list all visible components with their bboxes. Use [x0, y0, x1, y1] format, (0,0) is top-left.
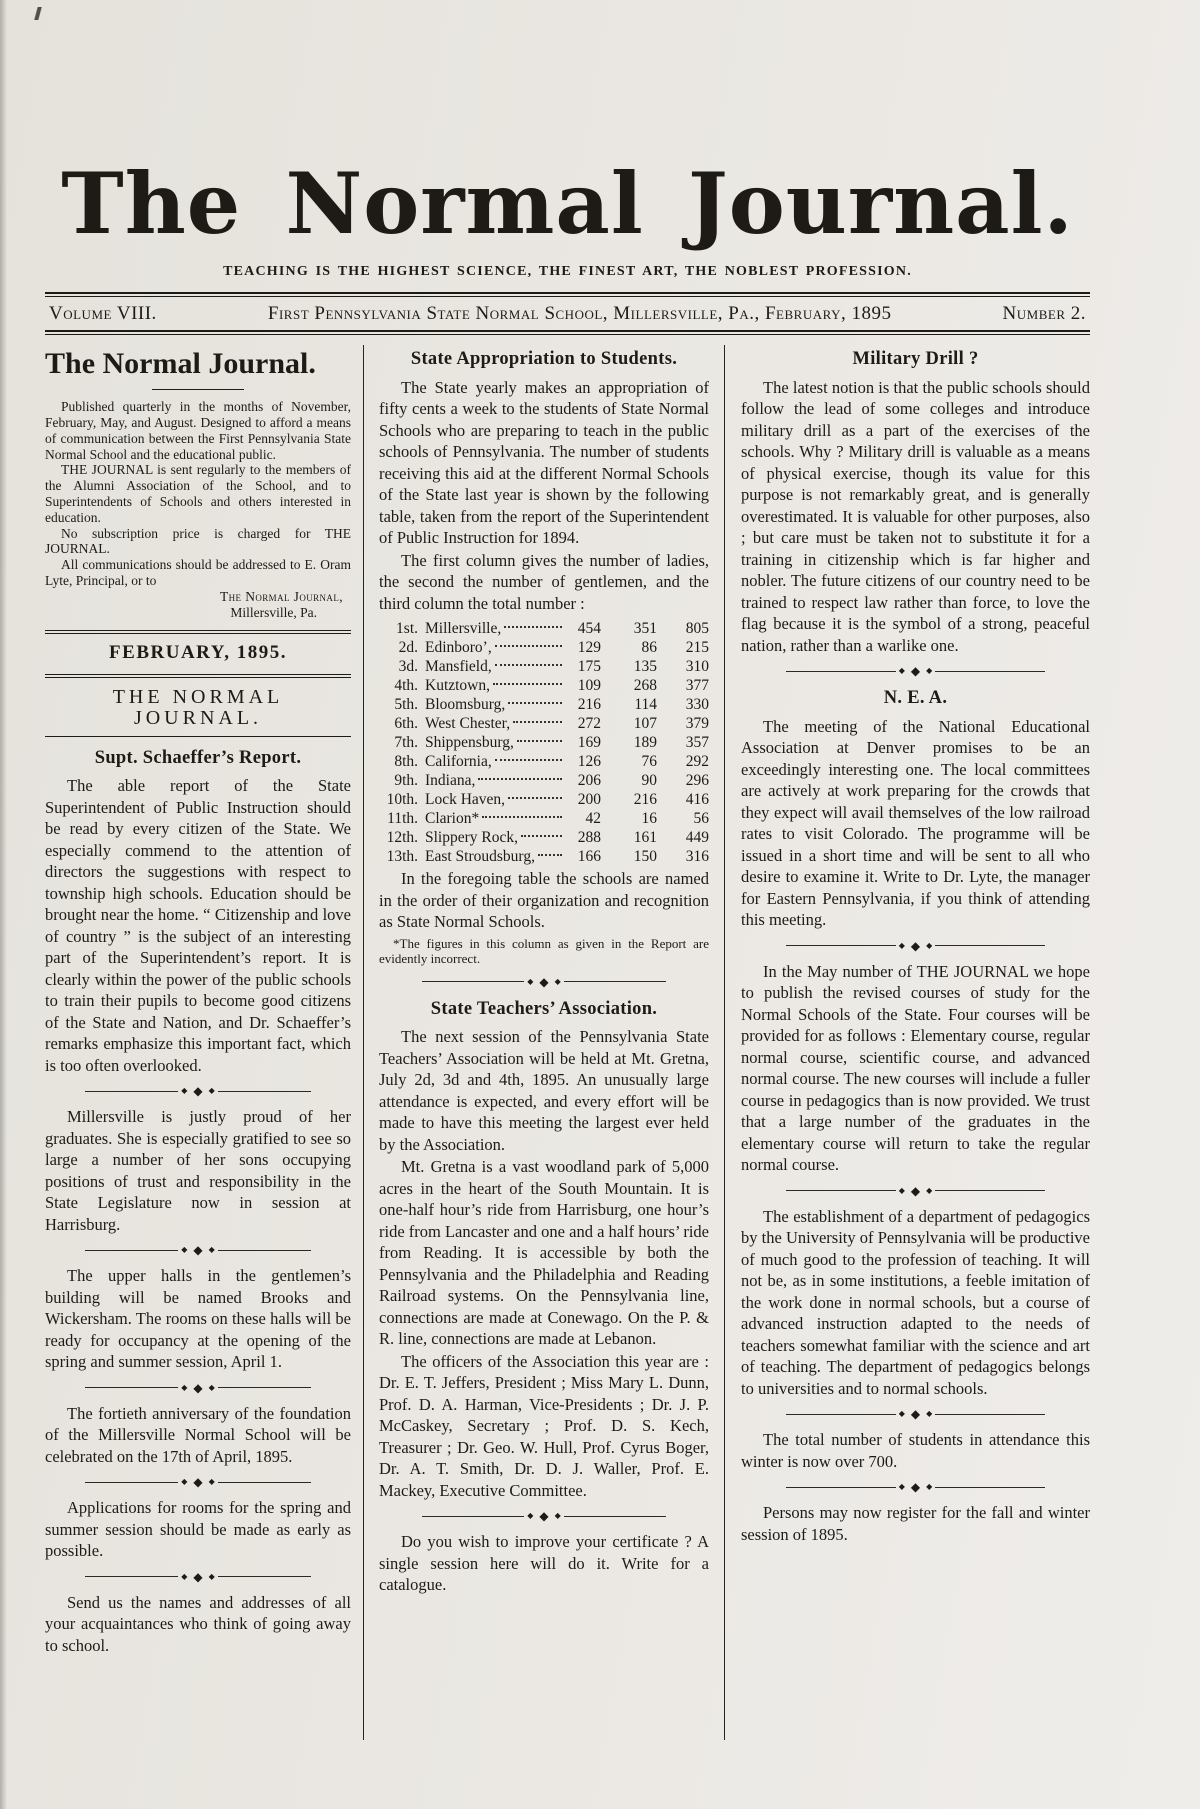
- section-rule: [45, 674, 351, 678]
- header-rule-bottom: [45, 330, 1090, 335]
- row-school: Bloomsburg,: [425, 696, 506, 714]
- row-ladies: 109: [577, 677, 601, 695]
- note-paragraph: The upper halls in the gentlemen’s building will be named Brooks and Wickersham. The rooms on these halls will be ready for occupancy at the opening of the spring and summer session, April 1.: [45, 1266, 351, 1372]
- row-gentlemen: 351: [633, 620, 657, 638]
- diamond-icon: [181, 1087, 187, 1095]
- section-divider: [786, 1408, 1044, 1420]
- school-name-line: First Pennsylvania State Normal School, Millersville, Pa., February, 1895: [267, 303, 892, 325]
- divider-line: [85, 1576, 178, 1577]
- row-total: 316: [685, 848, 709, 866]
- divider-line: [218, 1387, 311, 1388]
- divider-line: [935, 1487, 1044, 1488]
- row-school: Lock Haven,: [425, 791, 506, 809]
- divider-line: [786, 1487, 895, 1488]
- divider-line: [935, 671, 1044, 672]
- journal-name-heading: The Normal Journal.: [45, 347, 316, 381]
- diamond-icon: [911, 1185, 920, 1197]
- row-gentlemen: 107: [633, 715, 657, 733]
- row-ladies: 129: [577, 639, 601, 657]
- diamond-icon: [527, 1512, 533, 1520]
- issue-date-heading: FEBRUARY, 1895.: [109, 642, 287, 664]
- right-column: [725, 345, 1090, 1740]
- diamond-icon: [555, 1512, 561, 1520]
- row-gentlemen: 86: [641, 639, 657, 657]
- section-rule: [45, 736, 351, 737]
- diamond-icon: [926, 1187, 932, 1195]
- row-total: 449: [685, 829, 709, 847]
- publication-info-paragraph: THE JOURNAL is sent regularly to the members of the Alumni Association of the School, and to Superintendents of Schools and others interested in education.: [45, 462, 351, 525]
- appropriation-table: [379, 619, 709, 866]
- row-gentlemen: 189: [633, 734, 657, 752]
- dot-leader: [493, 683, 562, 685]
- diamond-icon: [899, 1483, 905, 1491]
- diamond-icon: [209, 1246, 215, 1254]
- row-gentlemen: 216: [633, 791, 657, 809]
- note-paragraph: In the May number of THE JOURNAL we hope to publish the revised courses of study for the Normal Schools of the State. Four courses will be provided for as follows : Elementary course, regular normal course, scientific course, and advanced normal course. The new courses will include a fuller course in pedagogics than is now provided. We trust that a large number of the graduates in the elementary course will return to take the regular normal course.: [741, 961, 1090, 1175]
- short-rule: [152, 389, 244, 390]
- row-total: 296: [685, 772, 709, 790]
- row-ladies: 272: [577, 715, 601, 733]
- dot-leader: [508, 797, 562, 799]
- row-gentlemen: 150: [633, 848, 657, 866]
- article-heading: N. E. A.: [883, 688, 948, 709]
- row-rank: 5th.: [394, 696, 418, 714]
- row-ladies: 216: [577, 696, 601, 714]
- divider-line: [786, 1190, 895, 1191]
- address-block: [45, 589, 351, 621]
- diamond-icon: [193, 1571, 202, 1583]
- row-rank: 3d.: [398, 658, 418, 676]
- table-row: [379, 695, 709, 714]
- publication-info-paragraph: All communications should be addressed to E. Oram Lyte, Principal, or to: [45, 557, 351, 588]
- row-ladies: 126: [577, 753, 601, 771]
- diamond-icon: [539, 976, 548, 988]
- row-school: Shippensburg,: [425, 734, 514, 752]
- row-ladies: 166: [577, 848, 601, 866]
- section-divider: [85, 1085, 311, 1097]
- diamond-icon: [911, 940, 920, 952]
- row-gentlemen: 16: [641, 810, 657, 828]
- table-row: [379, 676, 709, 695]
- article-heading: State Teachers’ Association.: [430, 998, 658, 1019]
- divider-line: [218, 1250, 311, 1251]
- diamond-icon: [209, 1573, 215, 1581]
- row-ladies: 169: [577, 734, 601, 752]
- diamond-icon: [193, 1244, 202, 1256]
- note-paragraph: Persons may now register for the fall and winter session of 1895.: [741, 1503, 1090, 1544]
- section-divider: [85, 1476, 311, 1488]
- dot-leader: [495, 645, 562, 647]
- table-row: [379, 847, 709, 866]
- row-total: 292: [685, 753, 709, 771]
- left-column: [45, 345, 363, 1740]
- diamond-icon: [527, 978, 533, 986]
- diamond-icon: [926, 1483, 932, 1491]
- article-paragraph: The officers of the Association this year are : Dr. E. T. Jeffers, President ; Miss Mary L. Dunn, Prof. D. A. Harman, Vice-Presidents ; Dr. J. P. McCaskey, Secretary ; Prof. D. S. Kech, Treasurer ; Dr. Geo. W. Hull, Prof. Cyrus Boger, Dr. A. T. Smith, Dr. D. J. Waller, Prof. E. Mackey, Executive Committee.: [379, 1351, 709, 1500]
- row-rank: 13th.: [386, 848, 418, 866]
- divider-line: [218, 1482, 311, 1483]
- row-total: 357: [685, 734, 709, 752]
- publication-info-paragraph: No subscription price is charged for THE JOURNAL.: [45, 525, 351, 557]
- article-paragraph: The first column gives the number of ladies, the second the number of gentlemen, and the third column the total number :: [379, 550, 709, 613]
- row-ladies: 206: [577, 772, 601, 790]
- row-ladies: 175: [577, 658, 601, 676]
- row-gentlemen: 76: [641, 753, 657, 771]
- diamond-icon: [899, 1187, 905, 1195]
- divider-line: [85, 1091, 178, 1092]
- middle-column: [363, 345, 725, 1740]
- row-total: 330: [685, 696, 709, 714]
- volume-line: [45, 297, 1090, 330]
- article-paragraph: The next session of the Pennsylvania State Teachers’ Association will be held at Mt. Gretna, July 2d, 3d and 4th, 1895. An unusually large attendance is expected, and every effort will be made to have this meeting the largest ever held by the Association.: [379, 1027, 709, 1154]
- section-divider: [786, 1481, 1044, 1493]
- row-rank: 2d.: [398, 639, 418, 657]
- row-school: Mansfield,: [425, 658, 492, 676]
- row-gentlemen: 114: [634, 696, 657, 714]
- diamond-icon: [181, 1384, 187, 1392]
- issue-number: Number 2.: [1002, 303, 1086, 325]
- row-school: Kutztown,: [425, 677, 491, 695]
- divider-line: [85, 1387, 178, 1388]
- note-paragraph: Do you wish to improve your certificate ? A single session here will do it. Write for a catalogue.: [379, 1532, 709, 1595]
- section-rule: [45, 630, 351, 634]
- article-heading: Military Drill ?: [852, 349, 979, 370]
- volume-label: Volume VIII.: [49, 303, 157, 325]
- divider-line: [422, 981, 524, 982]
- note-paragraph: Applications for rooms for the spring and summer session should be made as early as possible.: [45, 1498, 351, 1561]
- note-paragraph: Send us the names and addresses of all your acquaintances who think of going away to school.: [45, 1592, 351, 1655]
- row-rank: 4th.: [394, 677, 418, 695]
- diamond-icon: [926, 942, 932, 950]
- divider-line: [85, 1250, 178, 1251]
- note-paragraph: The fortieth anniversary of the foundation of the Millersville Normal School will be celebrated on the 17th of April, 1895.: [45, 1403, 351, 1466]
- row-school: Indiana,: [425, 772, 476, 790]
- row-total: 310: [685, 658, 709, 676]
- diamond-icon: [899, 1410, 905, 1418]
- dot-leader: [508, 702, 562, 704]
- note-paragraph: The total number of students in attendance this winter is now over 700.: [741, 1430, 1090, 1471]
- divider-line: [935, 1190, 1044, 1191]
- row-school: Clarion*: [425, 810, 480, 828]
- divider-line: [218, 1576, 311, 1577]
- diamond-icon: [899, 942, 905, 950]
- dot-leader: [478, 778, 562, 780]
- publication-info-paragraph: Published quarterly in the months of November, February, May, and August. Designed to afford a means of communication between the First Pennsylvania State Normal School and the educational public.: [45, 399, 351, 462]
- section-divider: [786, 665, 1044, 677]
- row-rank: 7th.: [394, 734, 418, 752]
- section-divider: [85, 1244, 311, 1256]
- section-divider: [85, 1571, 311, 1583]
- diamond-icon: [209, 1384, 215, 1392]
- row-rank: 10th.: [386, 791, 418, 809]
- diamond-icon: [193, 1085, 202, 1097]
- divider-line: [564, 981, 666, 982]
- row-rank: 11th.: [387, 810, 418, 828]
- diamond-icon: [926, 1410, 932, 1418]
- diamond-icon: [193, 1382, 202, 1394]
- article-paragraph: The State yearly makes an appropriation of fifty cents a week to the students of State Normal Schools who are preparing to teach in the public schools of Pennsylvania. The number of students receiving this aid at the different Normal Schools of the State last year is shown by the following table, taken from the report of the Superintendent of Public Instruction for 1894.: [379, 377, 709, 548]
- table-row: [379, 828, 709, 847]
- row-gentlemen: 161: [633, 829, 657, 847]
- note-paragraph: The establishment of a department of pedagogics by the University of Pennsylvania will be productive of much good to the profession of teaching. It will not be, as in some institutions, a feeble imitation of the work done in normal schools, but a course of advanced instruction adapted to the needs of teachers somewhat familiar with the science and art of teaching. The department of pedagogics belongs to universities and to normal schools.: [741, 1206, 1090, 1398]
- divider-line: [935, 1414, 1044, 1415]
- dot-leader: [482, 816, 562, 818]
- note-paragraph: Millersville is justly proud of her graduates. She is especially gratified to see so large a number of her sons occupying positions of trust and responsibility in the State Legislature now in session at Harrisburg.: [45, 1107, 351, 1234]
- diamond-icon: [911, 1481, 920, 1493]
- divider-line: [786, 945, 895, 946]
- row-rank: 8th.: [394, 753, 418, 771]
- table-note-paragraph: In the foregoing table the schools are named in the order of their organization and recognition as State Normal Schools.: [379, 869, 709, 932]
- diamond-icon: [539, 1510, 548, 1522]
- row-gentlemen: 90: [641, 772, 657, 790]
- table-row: [379, 790, 709, 809]
- row-school: Slippery Rock,: [425, 829, 518, 847]
- diamond-icon: [555, 978, 561, 986]
- row-ladies: 42: [585, 810, 601, 828]
- divider-line: [786, 671, 895, 672]
- divider-line: [786, 1414, 895, 1415]
- table-footnote: *The figures in this column as given in the Report are evidently incorrect.: [379, 935, 709, 967]
- address-place: Millersville, Pa.: [230, 604, 317, 620]
- section-divider: [422, 976, 666, 988]
- row-school: California,: [425, 753, 492, 771]
- dot-leader: [517, 740, 562, 742]
- row-rank: 12th.: [386, 829, 418, 847]
- table-row: [379, 771, 709, 790]
- table-row: [379, 809, 709, 828]
- diamond-icon: [926, 667, 932, 675]
- table-row: [379, 638, 709, 657]
- table-row: [379, 752, 709, 771]
- dot-leader: [504, 626, 562, 628]
- row-gentlemen: 135: [633, 658, 657, 676]
- dot-leader: [521, 835, 562, 837]
- diamond-icon: [911, 665, 920, 677]
- divider-line: [935, 945, 1044, 946]
- masthead-tagline: TEACHING IS THE HIGHEST SCIENCE, THE FINEST ART, THE NOBLEST PROFESSION.: [223, 264, 912, 280]
- row-total: 379: [685, 715, 709, 733]
- table-row: [379, 619, 709, 638]
- address-name: The Normal Journal,: [220, 588, 343, 604]
- diamond-icon: [209, 1087, 215, 1095]
- dot-leader: [513, 721, 562, 723]
- row-ladies: 454: [577, 620, 601, 638]
- row-rank: 1st.: [396, 620, 418, 638]
- row-total: 215: [685, 639, 709, 657]
- row-rank: 6th.: [394, 715, 418, 733]
- row-school: West Chester,: [425, 715, 511, 733]
- section-divider: [786, 1185, 1044, 1197]
- section-divider: [85, 1382, 311, 1394]
- row-total: 416: [685, 791, 709, 809]
- table-row: [379, 714, 709, 733]
- article-paragraph: The able report of the State Superintendent of Public Instruction should be read by every citizen of the State. We especially commend to the attention of directors the suggestions with respect to township high schools. Education should be brought near the home. “ Citizenship and love of country ” is the subject of an interesting part of the Superintendent’s report. It is clearly within the power of the public schools to train their pupils to become good citizens of the State and Nation, and Dr. Schaeffer’s remarks emphasize this important fact, which is too often overlooked.: [45, 776, 351, 1075]
- divider-line: [422, 1516, 524, 1517]
- divider-line: [218, 1091, 311, 1092]
- row-school: Edinboro’,: [425, 639, 492, 657]
- paper-title: The Normal Journal.: [61, 154, 1074, 253]
- table-row: [379, 733, 709, 752]
- article-paragraph: The meeting of the National Educational Association at Denver promises to be an exceedingly interesting one. The local committees are actively at work preparing for the crowds that they expect will avail themselves of the low railroad rates to visit Colorado. The programme will be issued in a short time and will be sent to all who desire to examine it. Write to Dr. Lyte, the manager for Eastern Pennsylvania, if you think of attending this meeting.: [741, 716, 1090, 930]
- masthead: [45, 0, 1090, 280]
- row-school: East Stroudsburg,: [425, 848, 535, 866]
- section-divider: [786, 940, 1044, 952]
- row-total: 377: [685, 677, 709, 695]
- article-paragraph: The latest notion is that the public schools should follow the lead of some colleges and introduce military drill as a part of the exercises of the schools. Why ? Military drill is valuable as a means of physical exercise, though its value for this purpose is not remarkably great, and is generally overestimated. It is valuable for other purposes, also ; but care must be taken not to substitute it for a training in citizenship which is far higher and nobler. The future citizens of our country need to be trained to respect law rather than force, to love the flag because it is the symbol of a strong, peaceful nation, rather than a warlike one.: [741, 377, 1090, 655]
- diamond-icon: [911, 1408, 920, 1420]
- article-paragraph: Mt. Gretna is a vast woodland park of 5,000 acres in the heart of the South Mountain. It is one-half hour’s ride from Harrisburg, one hour’s ride from Lancaster and one and a half hours’ ride from Reading. It is accessible by both the Pennsylvania and the Philadelphia and Reading Railroad systems. On the Pennsylvania line, connections are made at Conewago. On the P. & R. line, connections are made at Lebanon.: [379, 1157, 710, 1349]
- article-heading: State Appropriation to Students.: [410, 349, 678, 370]
- divider-line: [85, 1482, 178, 1483]
- diamond-icon: [181, 1246, 187, 1254]
- diamond-icon: [209, 1478, 215, 1486]
- diamond-icon: [193, 1476, 202, 1488]
- row-school: Millersville,: [425, 620, 502, 638]
- journal-title-heading: THE NORMAL JOURNAL.: [112, 685, 284, 730]
- diamond-icon: [181, 1573, 187, 1581]
- section-divider: [422, 1510, 666, 1522]
- row-ladies: 200: [577, 791, 601, 809]
- page-columns: [45, 345, 1090, 1740]
- row-gentlemen: 268: [633, 677, 657, 695]
- diamond-icon: [181, 1478, 187, 1486]
- diamond-icon: [899, 667, 905, 675]
- row-total: 805: [685, 620, 709, 638]
- row-total: 56: [693, 810, 709, 828]
- dot-leader: [495, 759, 562, 761]
- dot-leader: [538, 854, 562, 856]
- article-heading: Supt. Schaeffer’s Report.: [94, 747, 302, 768]
- divider-line: [564, 1516, 666, 1517]
- dot-leader: [495, 664, 562, 666]
- row-rank: 9th.: [394, 772, 418, 790]
- row-ladies: 288: [577, 829, 601, 847]
- table-row: [379, 657, 709, 676]
